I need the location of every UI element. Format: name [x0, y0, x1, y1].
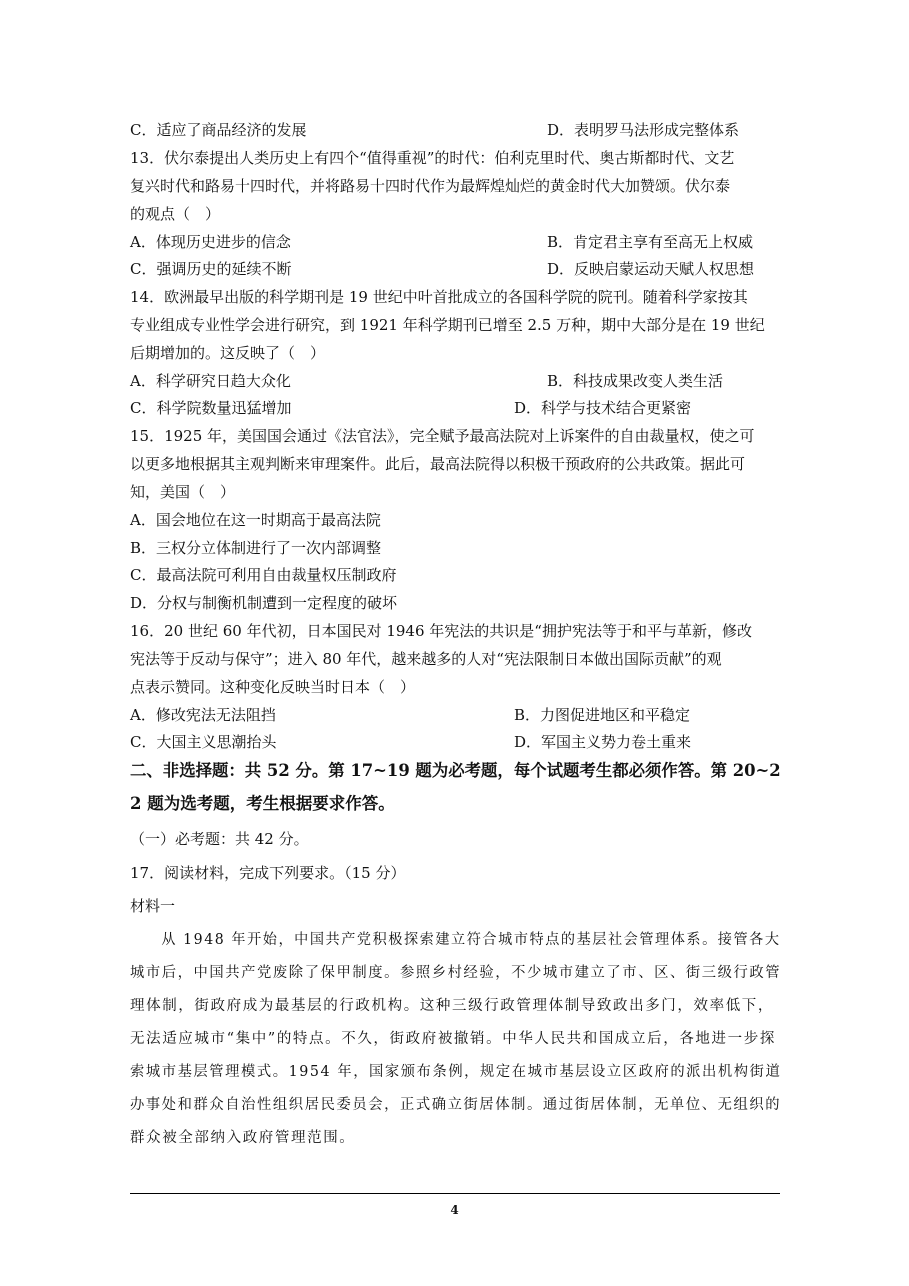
q13-option-c: C．强调历史的延续不断 [130, 260, 292, 278]
section-two-heading-line-1: 二、非选择题：共 52 分。第 17~19 题为必考题，每个试题考生都必须作答。第 20~2 [130, 761, 781, 780]
q16-option-a: A．修改宪法无法阻挡 [130, 706, 276, 724]
material-paragraph-line-3: 理体制，街政府成为最基层的行政机构。这种三级行政管理体制导致政出多门，效率低下， [130, 998, 774, 1014]
q15-stem-line-2: 以更多地根据其主观判断来审理案件。此后，最高法院得以积极干预政府的公共政策。据此可 [130, 455, 746, 473]
q14-stem-line-3: 后期增加的。这反映了（ ） [130, 344, 326, 362]
q12-option-c: C．适应了商品经济的发展 [130, 121, 307, 139]
material-paragraph-line-4: 无法适应城市“集中”的特点。不久，街政府被撤销。中华人民共和国成立后，各地进一步探 [130, 1031, 776, 1047]
q15-option-c: C．最高法院可利用自由裁量权压制政府 [130, 566, 397, 584]
q13-stem-line-3: 的观点（ ） [130, 205, 221, 223]
q14-stem-line-1: 14．欧洲最早出版的科学期刊是 19 世纪中叶首批成立的各国科学院的院刊。随着科学家按其 [130, 288, 748, 306]
q13-option-a: A．体现历史进步的信念 [130, 233, 291, 251]
q16-option-c: C．大国主义思潮抬头 [130, 733, 277, 751]
q14-option-c: C．科学院数量迅猛增加 [130, 399, 292, 417]
section-two-heading-line-2: 2 题为选考题，考生根据要求作答。 [130, 794, 395, 813]
material-paragraph-line-2: 城市后，中国共产党废除了保甲制度。参照乡村经验，不少城市建立了市、区、街三级行政管 [130, 965, 782, 981]
q12-option-d: D．表明罗马法形成完整体系 [547, 121, 740, 139]
q14-option-b: B．科技成果改变人类生活 [547, 372, 724, 390]
q15-option-b: B．三权分立体制进行了一次内部调整 [130, 539, 382, 557]
q15-option-d: D．分权与制衡机制遭到一定程度的破坏 [130, 594, 398, 612]
subsection-heading: （一）必考题：共 42 分。 [130, 830, 309, 848]
page-number: 4 [450, 1203, 459, 1217]
q16-option-d: D．军国主义势力卷土重来 [514, 733, 692, 751]
q14-option-a: A．科学研究日趋大众化 [130, 372, 291, 390]
material-paragraph-line-7: 群众被全部纳入政府管理范围。 [130, 1130, 356, 1146]
q13-option-b: B．肯定君主享有至高无上权威 [547, 233, 754, 251]
q16-stem-line-1: 16．20 世纪 60 年代初，日本国民对 1946 年宪法的共识是“拥护宪法等于和平与革新，修改 [130, 622, 752, 640]
material-paragraph-line-5: 索城市基层管理模式。1954 年，国家颁布条例，规定在城市基层设立区政府的派出机构街道 [130, 1064, 782, 1080]
q15-option-a: A．国会地位在这一时期高于最高法院 [130, 511, 381, 529]
q15-stem-line-3: 知，美国（ ） [130, 483, 236, 501]
q13-stem-line-2: 复兴时代和路易十四时代，并将路易十四时代作为最辉煌灿烂的黄金时代大加赞颂。伏尔泰 [130, 177, 731, 195]
q15-stem-line-1: 15．1925 年，美国国会通过《法官法》，完全赋予最高法院对上诉案件的自由裁量权，使之可 [130, 427, 755, 445]
q13-option-d: D．反映启蒙运动天赋人权思想 [547, 260, 755, 278]
q16-stem-line-2: 宪法等于反动与保守”；进入 80 年代，越来越多的人对“宪法限制日本做出国际贡献”的观 [130, 650, 722, 668]
material-one-label: 材料一 [130, 897, 176, 915]
material-paragraph-line-6: 办事处和群众自治性组织居民委员会，正式确立街居体制。通过街居体制，无单位、无组织的 [130, 1097, 782, 1113]
q17-stem: 17．阅读材料，完成下列要求。（15 分） [130, 864, 406, 882]
q14-stem-line-2: 专业组成专业性学会进行研究，到 1921 年科学期刊已增至 2.5 万种，期中大部分是在 19 世纪 [130, 316, 765, 334]
q16-stem-line-3: 点表示赞同。这种变化反映当时日本（ ） [130, 678, 416, 696]
footer-rule [130, 1193, 780, 1194]
material-paragraph-line-1: 从 1948 年开始，中国共产党积极探索建立符合城市特点的基层社会管理体系。接管各大 [130, 932, 781, 948]
q13-stem-line-1: 13．伏尔泰提出人类历史上有四个“值得重视”的时代：伯利克里时代、奥古斯都时代、文艺 [130, 149, 735, 167]
q14-option-d: D．科学与技术结合更紧密 [514, 399, 692, 417]
q16-option-b: B．力图促进地区和平稳定 [514, 706, 691, 724]
